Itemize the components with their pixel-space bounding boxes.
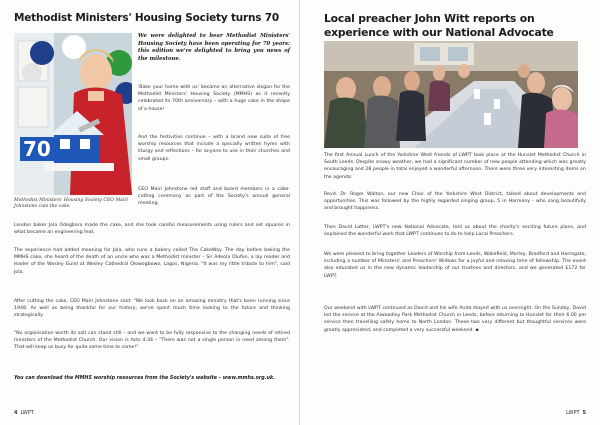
- right-paragraph-2: Revd. Dr. Roger Walton, our new Chair of the Yorkshire West District, talked about developments and opportunities. This was followed by the highly regarded singing group, 5 in Harmony - who sang beautifully and brought happiness.: [324, 192, 586, 212]
- left-closing-note: You can download the MMHS worship resources from the Society's website – www.mmhs.org.uk.: [14, 376, 275, 381]
- right-folio: [566, 410, 586, 416]
- right-paragraph-3: Then David Latter, LWPT's new National Advocate, told us about the charity's exciting future plans, and explained the wonderful work that LWPT continues to do to help Local Preachers.: [324, 225, 586, 238]
- left-paragraph-3: CEO Mairi Johnstone led staff and board members in a cake-cutting ceremony as part of the Society's annual general meeting.: [138, 187, 290, 207]
- right-headline: Local preacher John Witt reports on experience with our National Advocate: [324, 12, 554, 39]
- left-headline: Methodist Ministers' Housing Society turns 70: [14, 12, 280, 24]
- right-page-number: 5: [582, 410, 586, 416]
- left-page-number: 4: [14, 410, 18, 416]
- lunch-photo-illustration: [324, 41, 578, 148]
- left-paragraph-6: After cutting the cake, CEO Mairi Johnstone said: "We look back on an amazing ministry that's been running since 1948. As well as being thankful for our history, we've spent much time looking to the future and thinking strategically.: [14, 299, 290, 319]
- left-paragraph-7: "No organisation worth its salt can stand still – and we want to be fully responsive to the changing needs of retired ministers of the Methodist Church. Our vision is Acts 4:34 – "There was not a single person in need among them". That will keep us busy for quite some time to come!": [14, 331, 290, 351]
- cake-cutting-photo: [14, 33, 132, 195]
- cake-number-70: 70: [20, 137, 54, 161]
- cake-photo-illustration: [14, 33, 132, 195]
- right-paragraph-4: We were pleased to bring together Leaders of Worship from Leeds, Wakefield, Morley, Bradford and Harrogate, including a number of Ministers' and Preachers' Widows for a joyful and relaxing time of fellowship. The event also educated us in the new dynamic leadership of our trustees and directors, and we generated £172 for LWPT.: [324, 252, 586, 279]
- lunch-gathering-photo: [324, 41, 578, 148]
- left-paragraph-2: And the festivities continue – with a brand new suite of free worship resources that include a specially written hymn with liturgy and reflections – for anyone to use in their churches and small groups.: [138, 135, 290, 162]
- left-paragraph-5: The experience had added meaning for Jola, who runs a bakery called The CakeWay. The day before baking the MMHS cake, she heard of the death of an uncle who was a Methodist minister – Sir Adeola Olufon, a lay reader and leader of the Wesley Guild at Wesley Cathedral Olowogbowo, Lagos, Nigeria. "It was my little tribute to him", said Jola.: [14, 248, 290, 275]
- left-folio: [14, 410, 34, 416]
- left-folio-label: LWPT: [20, 410, 34, 416]
- left-intro: We were delighted to hear Methodist Ministers' Housing Society have been operating for 70 years: this edition we're delighted to bring you news of the milestone.: [138, 33, 290, 62]
- left-paragraph-1: 'Bake your home with us' became an alternative slogan for the Methodist Ministers' Housing Society (MMHS) as it recently celebrated its 70th anniversary – with a huge cake in the shape of a house!: [138, 85, 290, 112]
- right-paragraph-1: The first Annual Lunch of the Yorkshire West friends of LWPT took place at the Hunslet Methodist Church in South Leeds. Despite snowy weather, we had a significant number of new people attending which was greatly encouraging and 28 people in total enjoyed a wonderful afternoon. There were three very interesting items on the agenda:: [324, 153, 586, 180]
- right-folio-label: LWPT: [566, 410, 580, 416]
- right-paragraph-5: Our weekend with LWPT continued as David and his wife Anita stayed with us overnight. On the Sunday, David led the service at the Alwoodley Park Methodist Church in Leeds, before returning to Hunslet for their 6.00 pm service then travelling safely home to North London. These two very different but thoughtful services were greatly appreciated, and completed a very successful weekend. ▪: [324, 306, 586, 333]
- left-paragraph-4: London baker Jola Odegbaro made the cake, and she took careful measurements using rulers and set squares in what became an engineering feat.: [14, 223, 290, 236]
- left-photo-caption: Methodist Ministers' Housing Society CEO Mairi Johnstone cuts the cake: [14, 198, 129, 209]
